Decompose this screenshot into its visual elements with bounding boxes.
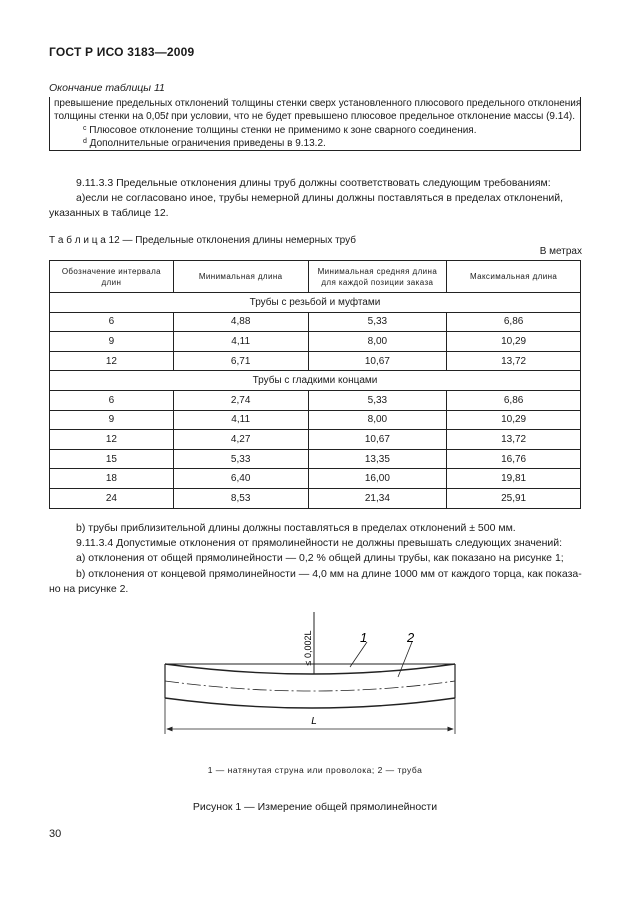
cell: 6 bbox=[50, 312, 174, 332]
cell: 4,88 bbox=[173, 312, 308, 332]
pipe-centerline bbox=[165, 681, 455, 691]
cell: 8,00 bbox=[308, 332, 447, 352]
cell: 25,91 bbox=[447, 488, 581, 508]
table-row bbox=[50, 332, 581, 352]
figure-caption: Рисунок 1 — Измерение общей прямолинейности bbox=[192, 801, 438, 813]
cell: 6,40 bbox=[173, 469, 308, 489]
table-row bbox=[50, 449, 581, 469]
page-number: 30 bbox=[49, 828, 62, 840]
table-group-row bbox=[50, 371, 581, 391]
cell: 2,74 bbox=[173, 390, 308, 410]
cell: 8,00 bbox=[308, 410, 447, 430]
length-label: L bbox=[311, 716, 317, 727]
table-row bbox=[50, 351, 581, 371]
col-header: Минимальная длина bbox=[173, 261, 308, 293]
leader-line-1 bbox=[350, 642, 367, 667]
paragraph-item-a: а)если не согласовано иное, трубы немерной длины должны поставляться в пределах отклонений, bbox=[76, 192, 564, 204]
table-row bbox=[50, 312, 581, 332]
cell: 21,34 bbox=[308, 488, 447, 508]
table-group-row bbox=[50, 293, 581, 313]
table-continuation-label: Окончание таблицы 11 bbox=[49, 82, 165, 94]
cell: 6,86 bbox=[447, 390, 581, 410]
cell: 13,72 bbox=[447, 351, 581, 371]
paragraph-9-11-3-4: 9.11.3.4 Допустимые отклонения от прямолинейности не должны превышать следующих значений: bbox=[76, 537, 563, 549]
footnote-c: $^c$ Плюсовое отклонение толщины стенки не применимо к зоне сварного соединения. bbox=[83, 124, 477, 136]
cell: 5,33 bbox=[308, 390, 447, 410]
table-row bbox=[50, 488, 581, 508]
cell: 10,29 bbox=[447, 332, 581, 352]
table-header-row bbox=[50, 261, 581, 293]
document-header: ГОСТ Р ИСО 3183—2009 bbox=[49, 45, 195, 59]
cell: 4,11 bbox=[173, 410, 308, 430]
col-header: Обозначение интервала длин bbox=[50, 261, 174, 293]
table-12 bbox=[49, 260, 581, 509]
group-title: Трубы с резьбой и муфтами bbox=[50, 293, 581, 313]
cell: 10,67 bbox=[308, 351, 447, 371]
cell: 16,00 bbox=[308, 469, 447, 489]
cell: 6,86 bbox=[447, 312, 581, 332]
cell: 6,71 bbox=[173, 351, 308, 371]
figure-1 bbox=[150, 612, 480, 752]
table-row bbox=[50, 410, 581, 430]
paragraph-straightness-a: а) отклонения от общей прямолинейности — 0,2 % общей длины трубы, как показано на рисунке 1; bbox=[76, 552, 564, 564]
table-row bbox=[50, 469, 581, 489]
cell: 19,81 bbox=[447, 469, 581, 489]
callout-1: 1 bbox=[360, 630, 368, 645]
note-line: толщины стенки на 0,05t при условии, что не будет превышено плюсовое предельное отклонение массы (9.14). bbox=[54, 111, 575, 123]
cell: 9 bbox=[50, 332, 174, 352]
cell: 10,67 bbox=[308, 430, 447, 450]
table11-notes bbox=[49, 97, 581, 151]
table12-units: В метрах bbox=[539, 246, 582, 257]
table-row bbox=[50, 390, 581, 410]
table-row bbox=[50, 430, 581, 450]
cell: 6 bbox=[50, 390, 174, 410]
cell: 18 bbox=[50, 469, 174, 489]
table12-caption: Т а б л и ц а 12 — Предельные отклонения длины немерных труб bbox=[49, 235, 356, 246]
cell: 9 bbox=[50, 410, 174, 430]
paragraph-item-b: b) трубы приблизительной длины должны поставляться в пределах отклонений ± 500 мм. bbox=[76, 522, 516, 534]
group-title: Трубы с гладкими концами bbox=[50, 371, 581, 391]
figure-legend: 1 — натянутая струна или проволока; 2 — труба bbox=[207, 765, 423, 775]
cell: 24 bbox=[50, 488, 174, 508]
cell: 10,29 bbox=[447, 410, 581, 430]
deviation-label: ≤ 0,002L bbox=[303, 630, 313, 666]
callout-2: 2 bbox=[407, 630, 415, 645]
cell: 4,27 bbox=[173, 430, 308, 450]
paragraph-item-a-cont: указанных в таблице 12. bbox=[49, 207, 169, 219]
paragraph-straightness-b: b) отклонения от концевой прямолинейности — 4,0 мм на длине 1000 мм от каждого торца, как показа- bbox=[76, 568, 582, 580]
cell: 13,72 bbox=[447, 430, 581, 450]
straightness-diagram bbox=[150, 612, 480, 747]
note-line: превышение предельных отклонений толщины стенки сверх установленного плюсового предельного отклонения bbox=[54, 98, 582, 109]
col-header: Минимальная средняя длина для каждой позиции заказа bbox=[308, 261, 447, 293]
cell: 12 bbox=[50, 351, 174, 371]
col-header: Максимальная длина bbox=[447, 261, 581, 293]
leader-line-2 bbox=[398, 642, 412, 677]
cell: 4,11 bbox=[173, 332, 308, 352]
footnote-d: $^d$ Дополнительные ограничения приведены в 9.13.2. bbox=[83, 138, 326, 150]
cell: 8,53 bbox=[173, 488, 308, 508]
cell: 15 bbox=[50, 449, 174, 469]
cell: 12 bbox=[50, 430, 174, 450]
pipe-bottom-edge bbox=[165, 698, 455, 708]
paragraph-9-11-3-3: 9.11.3.3 Предельные отклонения длины труб должны соответствовать следующим требованиям: bbox=[76, 177, 551, 189]
paragraph-straightness-b-cont: но на рисунке 2. bbox=[49, 583, 129, 595]
cell: 16,76 bbox=[447, 449, 581, 469]
cell: 5,33 bbox=[308, 312, 447, 332]
cell: 5,33 bbox=[173, 449, 308, 469]
cell: 13,35 bbox=[308, 449, 447, 469]
